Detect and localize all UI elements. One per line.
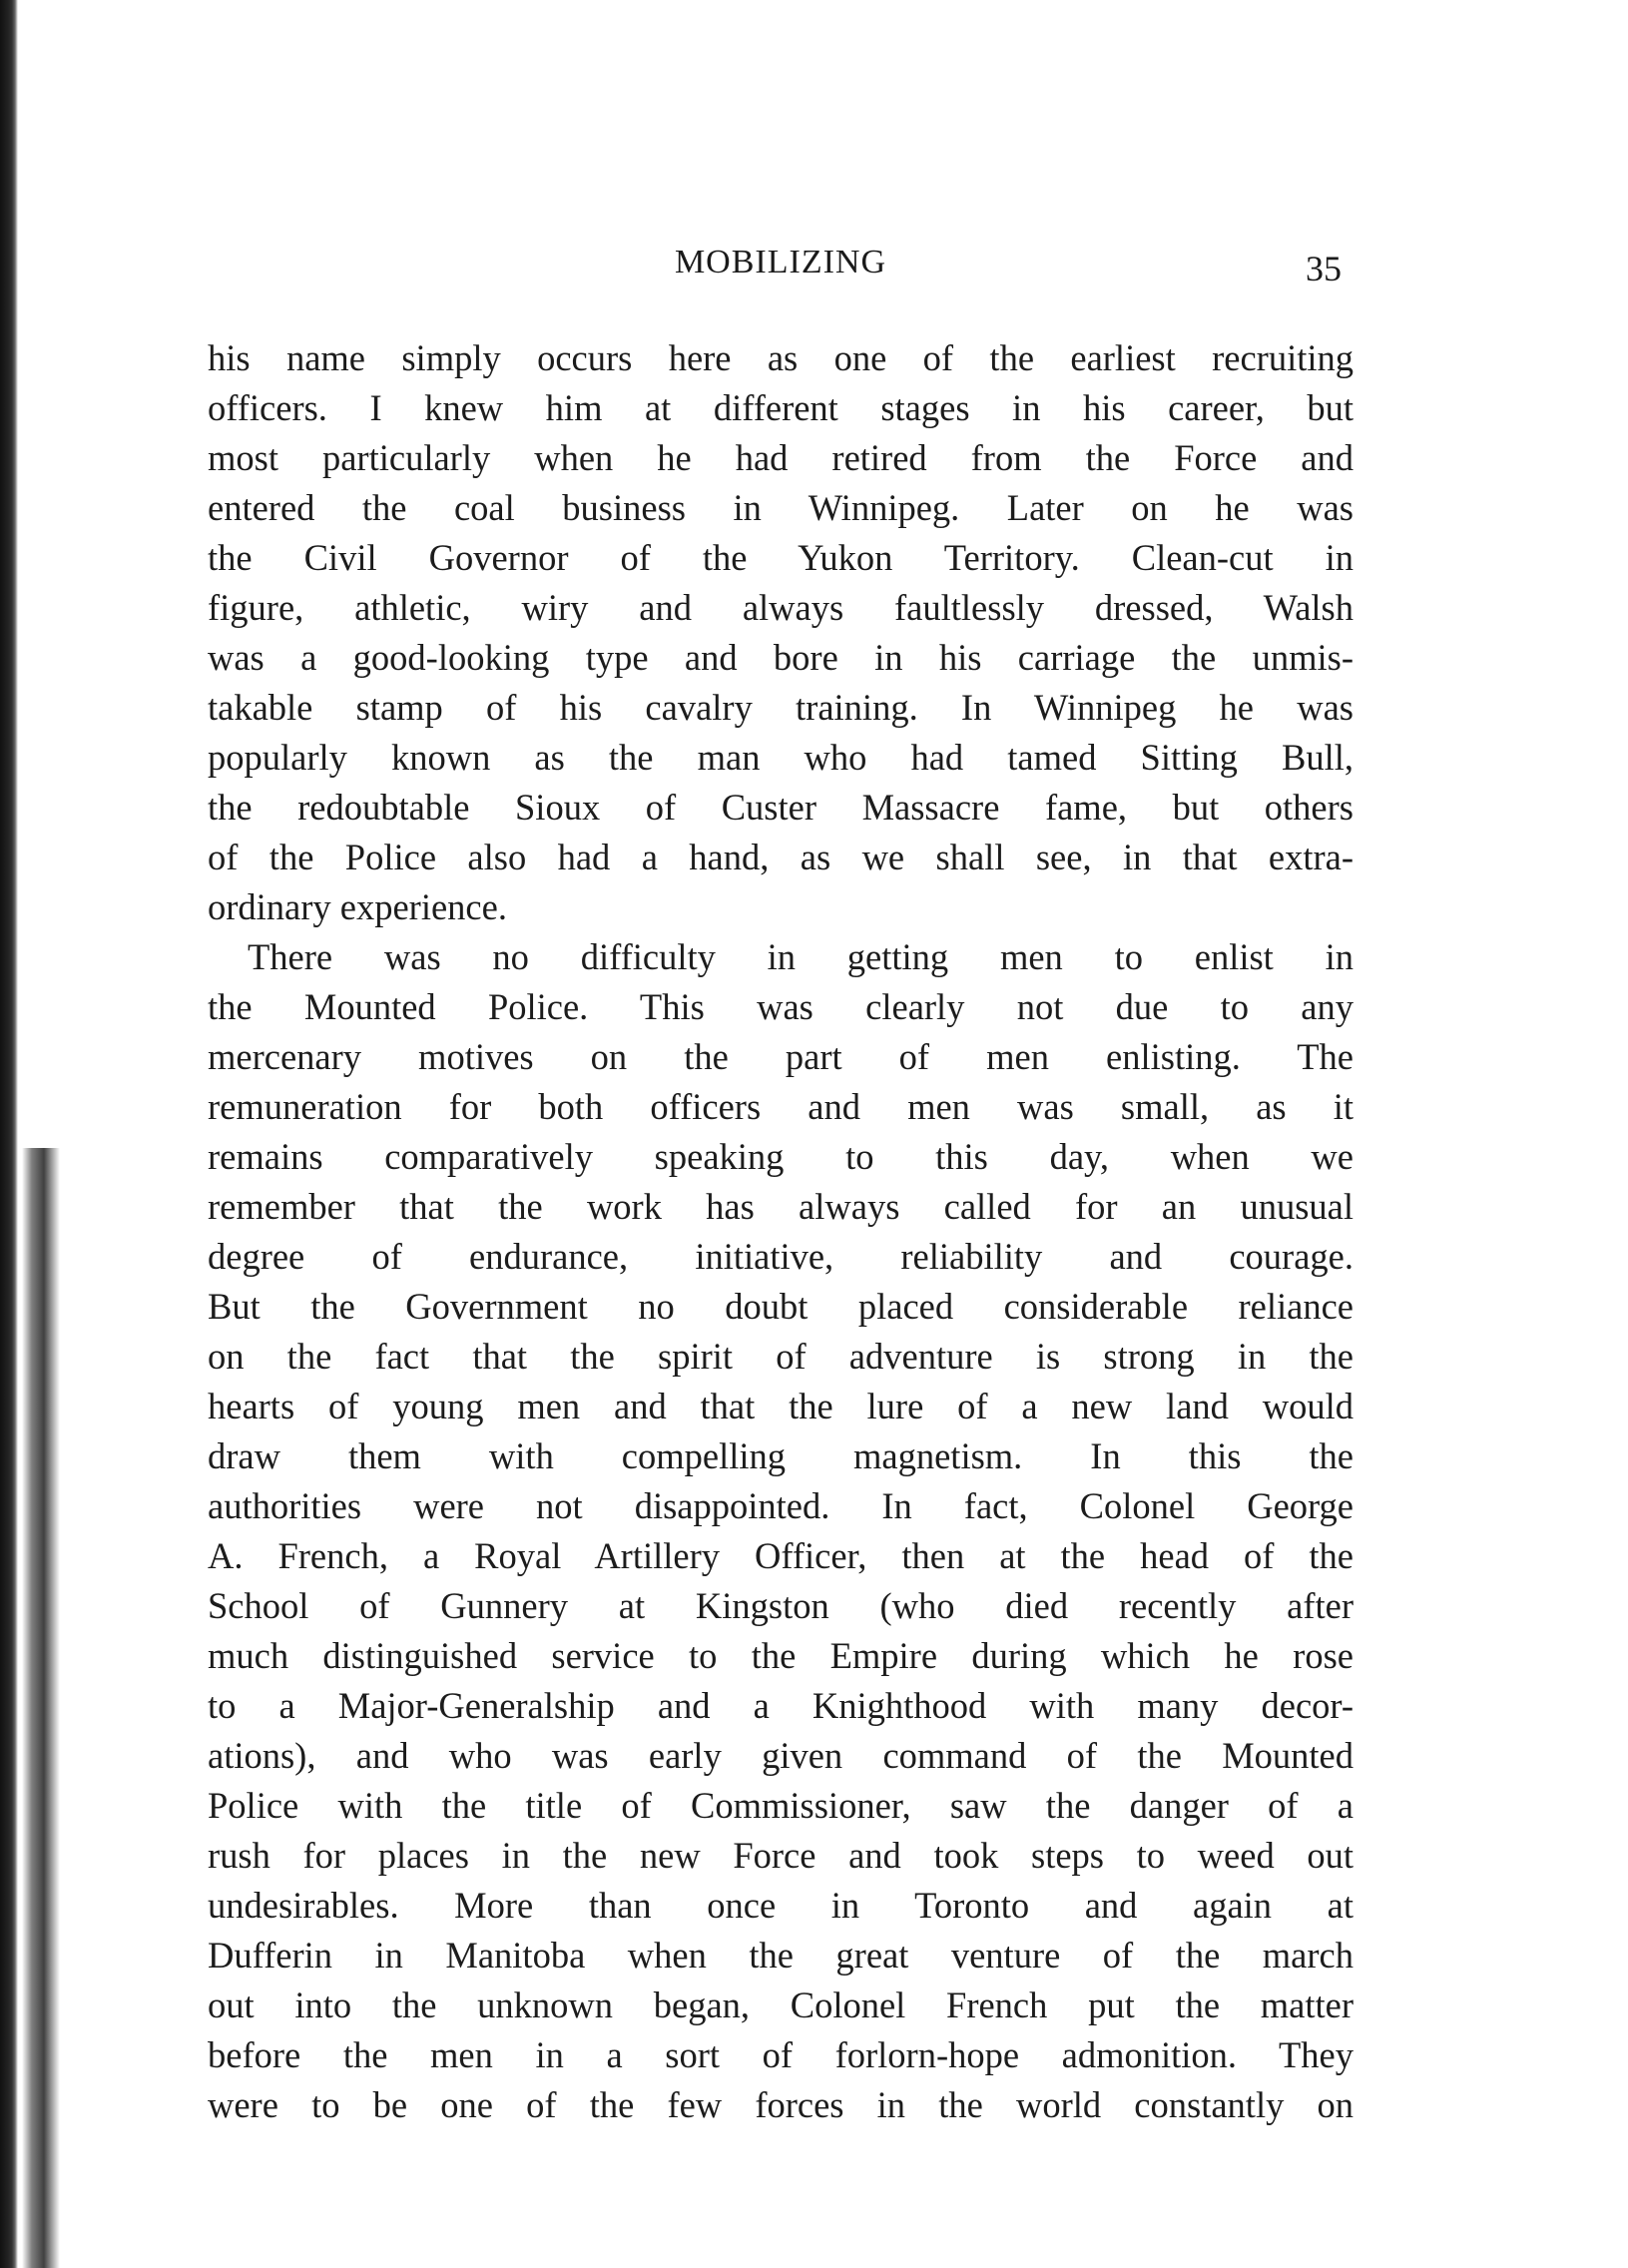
text-line: undesirables. More than once in Toronto and again at — [208, 1885, 1354, 1926]
text-line: was a good-looking type and bore in his carriage the unmis- — [208, 637, 1354, 678]
text-line: officers. I knew him at different stages in his career, but — [208, 387, 1354, 428]
binding-shadow — [22, 1148, 60, 2268]
text-line: the Mounted Police. This was clearly not due to any — [208, 986, 1354, 1027]
text-line: popularly known as the man who had tamed Sitting Bull, — [208, 737, 1354, 778]
text-line: There was no difficulty in getting men to enlist in — [248, 936, 1354, 977]
text-line: on the fact that the spirit of adventure is strong in the — [208, 1336, 1354, 1377]
text-line: his name simply occurs here as one of the earliest recruiting — [208, 337, 1354, 378]
text-line: School of Gunnery at Kingston (who died recently after — [208, 1585, 1354, 1626]
paragraph — [208, 333, 1354, 932]
text-line: A. French, a Royal Artillery Officer, then at the head of the — [208, 1535, 1354, 1576]
text-line: the redoubtable Sioux of Custer Massacre fame, but others — [208, 787, 1354, 828]
running-head: MOBILIZING — [674, 244, 887, 281]
text-line: draw them with compelling magnetism. In this the — [208, 1435, 1354, 1476]
text-line: rush for places in the new Force and took steps to weed out — [208, 1835, 1354, 1876]
text-line: Police with the title of Commissioner, saw the danger of a — [208, 1785, 1354, 1826]
text-line: takable stamp of his cavalry training. In Winnipeg he was — [208, 687, 1354, 728]
text-line: entered the coal business in Winnipeg. Later on he was — [208, 487, 1354, 528]
body-text — [208, 333, 1354, 2130]
text-line: before the men in a sort of forlorn-hope admonition. They — [208, 2034, 1354, 2075]
text-line: the Civil Governor of the Yukon Territory. Clean-cut in — [208, 537, 1354, 578]
text-line: remember that the work has always called for an unusual — [208, 1186, 1354, 1227]
text-line: remains comparatively speaking to this day, when we — [208, 1136, 1354, 1177]
text-line: ations), and who was early given command of the Mounted — [208, 1735, 1354, 1776]
text-line: of the Police also had a hand, as we shall see, in that extra- — [208, 837, 1354, 877]
text-line: Dufferin in Manitoba when the great venture of the march — [208, 1935, 1354, 1976]
text-line: mercenary motives on the part of men enlisting. The — [208, 1036, 1354, 1077]
text-line: out into the unknown began, Colonel French put the matter — [208, 1984, 1354, 2025]
text-line: most particularly when he had retired from the Force and — [208, 437, 1354, 478]
page-header — [208, 244, 1354, 303]
text-line: much distinguished service to the Empire during which he rose — [208, 1635, 1354, 1676]
binding-edge — [0, 0, 18, 2268]
text-line: But the Government no doubt placed considerable reliance — [208, 1286, 1354, 1327]
text-line: remuneration for both officers and men was small, as it — [208, 1086, 1354, 1127]
text-line: to a Major-Generalship and a Knighthood with many decor- — [208, 1685, 1354, 1726]
text-line: were to be one of the few forces in the world constantly on — [208, 2084, 1354, 2125]
page-number: 35 — [1306, 249, 1342, 288]
text-line: ordinary experience. — [208, 886, 507, 927]
text-line: degree of endurance, initiative, reliability and courage. — [208, 1236, 1354, 1277]
paragraph — [208, 932, 1354, 2130]
text-line: authorities were not disappointed. In fact, Colonel George — [208, 1485, 1354, 1526]
text-line: hearts of young men and that the lure of a new land would — [208, 1386, 1354, 1426]
text-line: figure, athletic, wiry and always faultlessly dressed, Walsh — [208, 587, 1354, 628]
